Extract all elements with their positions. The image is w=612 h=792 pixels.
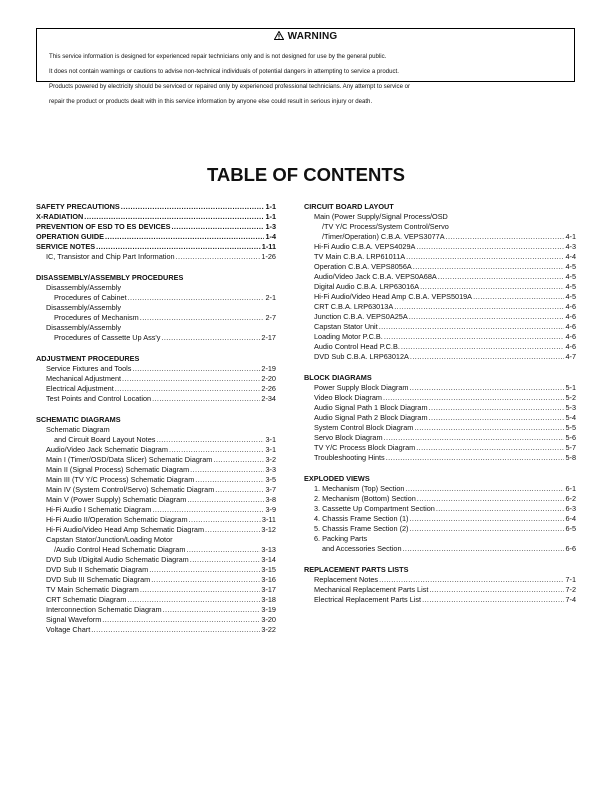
toc-section-adjustment bbox=[36, 354, 276, 404]
toc-entry[interactable]: OPERATION GUIDE ..... 1-4 bbox=[36, 232, 276, 242]
toc-entry[interactable]: X-RADIATION ..... 1-1 bbox=[36, 212, 276, 222]
toc-entry[interactable]: DVD Sub II Schematic Diagram ..... 3-15 bbox=[36, 565, 276, 575]
toc-entry[interactable]: Audio Signal Path 2 Block Diagram ..... 5-4 bbox=[304, 413, 576, 423]
toc-entry[interactable]: Replacement Notes ..... 7-1 bbox=[304, 575, 576, 585]
toc-entry[interactable]: DVD Sub C.B.A. LRP63012A ..... 4-7 bbox=[304, 352, 576, 362]
toc-section-disassembly bbox=[36, 273, 276, 343]
toc-entry[interactable]: 4. Chassis Frame Section (1) ..... 6-4 bbox=[304, 514, 576, 524]
section-heading: BLOCK DIAGRAMS bbox=[304, 373, 372, 382]
toc-entry[interactable]: Hi-Fi Audio/Video Head Amp Schematic Diagram ..... 3-12 bbox=[36, 525, 276, 535]
toc-entry[interactable]: CRT Schematic Diagram ..... 3-18 bbox=[36, 595, 276, 605]
toc-entry[interactable]: Loading Motor P.C.B. ..... 4-6 bbox=[304, 332, 576, 342]
toc-entry[interactable]: DVD Sub III Schematic Diagram ..... 3-16 bbox=[36, 575, 276, 585]
toc-entry[interactable]: /Audio Control Head Schematic Diagram ..... 3-13 bbox=[36, 545, 276, 555]
toc-entry[interactable]: Main I (Timer/OSD/Data Slicer) Schematic Diagram ..... 3-2 bbox=[36, 455, 276, 465]
toc-entry[interactable]: Main III (TV Y/C Process) Schematic Diagram ..... 3-5 bbox=[36, 475, 276, 485]
toc-entry[interactable]: IC, Transistor and Chip Part Information ..... 1-26 bbox=[36, 252, 276, 262]
toc-entry[interactable]: Interconnection Schematic Diagram ..... 3-19 bbox=[36, 605, 276, 615]
toc-entry[interactable]: Audio Signal Path 1 Block Diagram ..... 5-3 bbox=[304, 403, 576, 413]
toc-section-schematic bbox=[36, 415, 276, 635]
toc-entry[interactable]: 2. Mechanism (Bottom) Section ..... 6-2 bbox=[304, 494, 576, 504]
toc-entry[interactable]: TV Main Schematic Diagram ..... 3-17 bbox=[36, 585, 276, 595]
toc-entry[interactable]: Service Fixtures and Tools ..... 2-19 bbox=[36, 364, 276, 374]
toc-entry[interactable]: System Control Block Diagram ..... 5-5 bbox=[304, 423, 576, 433]
section-heading: REPLACEMENT PARTS LISTS bbox=[304, 565, 409, 574]
toc-entry[interactable]: Hi-Fi Audio I Schematic Diagram ..... 3-9 bbox=[36, 505, 276, 515]
toc-entry-line: 6. Packing Parts bbox=[314, 534, 368, 543]
toc-entry[interactable]: Troubleshooting Hints ..... 5-8 bbox=[304, 453, 576, 463]
toc-entry[interactable]: Digital Audio C.B.A. LRP63016A ..... 4-5 bbox=[304, 282, 576, 292]
toc-entry[interactable]: and Circuit Board Layout Notes ..... 3-1 bbox=[36, 435, 276, 445]
warning-heading bbox=[37, 31, 574, 42]
warning-line: It does not contain warnings or cautions to advise non-technical individuals of potential dangers in attempting to service a product. bbox=[49, 67, 399, 75]
toc-entry[interactable]: TV Main C.B.A. LRP61011A ..... 4-4 bbox=[304, 252, 576, 262]
warning-text bbox=[49, 45, 566, 113]
toc-section-block-diagrams bbox=[304, 373, 576, 463]
toc-entry[interactable]: Capstan Stator Unit ..... 4-6 bbox=[304, 322, 576, 332]
toc-left-column bbox=[36, 202, 276, 646]
toc-entry[interactable]: /Timer/Operation) C.B.A. VEPS3077A ..... 4-1 bbox=[304, 232, 576, 242]
toc-entry[interactable]: Power Supply Block Diagram ..... 5-1 bbox=[304, 383, 576, 393]
toc-right-column bbox=[304, 202, 576, 616]
toc-entry[interactable]: SAFETY PRECAUTIONS ..... 1-1 bbox=[36, 202, 276, 212]
warning-triangle-icon bbox=[274, 31, 284, 40]
toc-entry[interactable]: CRT C.B.A. LRP63013A ..... 4-6 bbox=[304, 302, 576, 312]
toc-entry[interactable]: Procedures of Cassette Up Ass'y ..... 2-17 bbox=[36, 333, 276, 343]
toc-entry[interactable]: Mechanical Replacement Parts List ..... 7-2 bbox=[304, 585, 576, 595]
toc-section-exploded-views bbox=[304, 474, 576, 554]
toc-entry[interactable]: TV Y/C Process Block Diagram ..... 5-7 bbox=[304, 443, 576, 453]
toc-entry-line: Disassembly/Assembly bbox=[46, 303, 122, 312]
section-heading: ADJUSTMENT PROCEDURES bbox=[36, 354, 140, 363]
toc-entry[interactable]: Operation C.B.A. VEPS8056A ..... 4-5 bbox=[304, 262, 576, 272]
toc-entry[interactable]: Junction C.B.A. VEPS0A25A ..... 4-6 bbox=[304, 312, 576, 322]
toc-entry[interactable]: Electrical Replacement Parts List ..... 7-4 bbox=[304, 595, 576, 605]
toc-entry[interactable]: Mechanical Adjustment ..... 2-20 bbox=[36, 374, 276, 384]
toc-entry[interactable]: Signal Waveform ..... 3-20 bbox=[36, 615, 276, 625]
toc-section-general bbox=[36, 202, 276, 262]
warning-line: This service information is designed for experienced repair technicians only and is not designed for use by the general public. bbox=[49, 52, 387, 60]
toc-entry[interactable]: Hi-Fi Audio/Video Head Amp C.B.A. VEPS5019A ..... 4-5 bbox=[304, 292, 576, 302]
toc-entry[interactable]: and Accessories Section ..... 6-6 bbox=[304, 544, 576, 554]
toc-entry[interactable]: Test Points and Control Location ..... 2-34 bbox=[36, 394, 276, 404]
toc-entry[interactable]: Hi-Fi Audio C.B.A. VEPS4029A ..... 4-3 bbox=[304, 242, 576, 252]
page-title: TABLE OF CONTENTS bbox=[206, 164, 405, 185]
section-heading: EXPLODED VIEWS bbox=[304, 474, 370, 483]
warning-box bbox=[36, 28, 575, 106]
section-heading: SCHEMATIC DIAGRAMS bbox=[36, 415, 121, 424]
toc-entry-line: Disassembly/Assembly bbox=[46, 323, 122, 332]
toc-entry[interactable]: Audio/Video Jack C.B.A. VEPS0A68A ..... 4-5 bbox=[304, 272, 576, 282]
toc-entry[interactable]: Audio Control Head P.C.B. ..... 4-6 bbox=[304, 342, 576, 352]
toc-entry[interactable]: Hi-Fi Audio II/Operation Schematic Diagram ..... 3-11 bbox=[36, 515, 276, 525]
toc-entry[interactable]: Procedures of Cabinet ..... 2-1 bbox=[36, 293, 276, 303]
toc-entry[interactable]: PREVENTION OF ESD TO ES DEVICES ..... 1-3 bbox=[36, 222, 276, 232]
warning-line: Products powered by electricity should be serviced or repaired only by experienced professional technicians. Any attempt to service or bbox=[49, 82, 411, 90]
toc-entry[interactable]: DVD Sub I/Digital Audio Schematic Diagram ..... 3-14 bbox=[36, 555, 276, 565]
toc-entry-line: /TV Y/C Process/System Control/Servo bbox=[322, 222, 449, 231]
section-heading: CIRCUIT BOARD LAYOUT bbox=[304, 202, 394, 211]
toc-entry-line: Main (Power Supply/Signal Process/OSD bbox=[314, 212, 448, 221]
toc-entry[interactable]: Servo Block Diagram ..... 5-6 bbox=[304, 433, 576, 443]
toc-entry[interactable]: Procedures of Mechanism ..... 2-7 bbox=[36, 313, 276, 323]
toc-entry[interactable]: Electrical Adjustment ..... 2-26 bbox=[36, 384, 276, 394]
toc-entry-line: Disassembly/Assembly bbox=[46, 283, 122, 292]
toc-entry[interactable]: Video Block Diagram ..... 5-2 bbox=[304, 393, 576, 403]
toc-entry[interactable]: Audio/Video Jack Schematic Diagram ..... 3-1 bbox=[36, 445, 276, 455]
toc-entry[interactable]: 1. Mechanism (Top) Section ..... 6-1 bbox=[304, 484, 576, 494]
toc-section-circuit-board bbox=[304, 202, 576, 362]
section-heading: DISASSEMBLY/ASSEMBLY PROCEDURES bbox=[36, 273, 184, 282]
toc-entry[interactable]: SERVICE NOTES ..... 1-11 bbox=[36, 242, 276, 252]
toc-section-replacement-parts bbox=[304, 565, 576, 605]
toc-entry[interactable]: Main V (Power Supply) Schematic Diagram ..... 3-8 bbox=[36, 495, 276, 505]
toc-entry[interactable]: Main IV (System Control/Servo) Schematic Diagram ..... 3-7 bbox=[36, 485, 276, 495]
toc-entry[interactable]: 5. Chassis Frame Section (2) ..... 6-5 bbox=[304, 524, 576, 534]
toc-entry[interactable]: Main II (Signal Process) Schematic Diagram ..... 3-3 bbox=[36, 465, 276, 475]
toc-entry[interactable]: 3. Cassette Up Compartment Section ..... 6-3 bbox=[304, 504, 576, 514]
toc-entry-line: Capstan Stator/Junction/Loading Motor bbox=[46, 535, 173, 544]
warning-line: repair the product or products dealt with in this service information by anyone else could result in serious injury or death. bbox=[49, 98, 373, 106]
toc-entry[interactable]: Voltage Chart ..... 3-22 bbox=[36, 625, 276, 635]
toc-entry-line: Schematic Diagram bbox=[46, 425, 110, 434]
warning-title: WARNING bbox=[287, 31, 338, 42]
